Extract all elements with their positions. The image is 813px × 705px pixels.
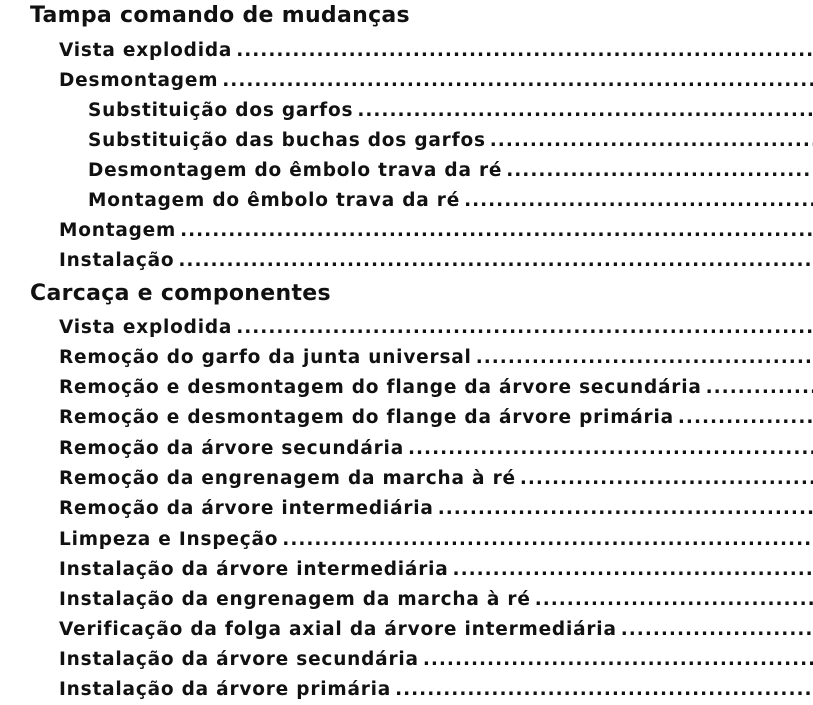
toc-entry-label: Remoção e desmontagem do flange da árvore primária (59, 407, 674, 428)
toc-entry-label: Vista explodida (59, 317, 233, 338)
toc-entry[interactable] (0, 463, 813, 489)
dot-leader (706, 377, 813, 398)
dot-leader (408, 438, 813, 459)
toc-entry[interactable] (0, 674, 813, 700)
toc-entry-label: Instalação da árvore primária (59, 679, 392, 700)
toc-entry-label: Substituição dos garfos (88, 100, 354, 121)
section-heading[interactable] (0, 280, 813, 306)
toc-entry-label: Remoção da árvore secundária (59, 438, 404, 459)
toc-entry-label: Montagem do êmbolo trava da ré (88, 190, 461, 211)
toc-entry[interactable] (0, 402, 813, 428)
toc-entry-label: Remoção e desmontagem do flange da árvore secundária (59, 377, 702, 398)
dot-leader (520, 468, 813, 489)
toc-entry[interactable] (0, 35, 813, 61)
toc-entry-label: Desmontagem (59, 70, 219, 91)
toc-entry-label: Instalação da árvore secundária (59, 649, 419, 670)
dot-leader (222, 70, 813, 91)
dot-leader (464, 190, 813, 211)
toc-entry[interactable] (0, 554, 813, 580)
dot-leader (180, 220, 813, 241)
dot-leader (476, 347, 813, 368)
dot-leader (453, 559, 813, 580)
toc-entry-label: Remoção da árvore intermediária (59, 498, 434, 519)
dot-leader (178, 250, 813, 271)
toc-entry[interactable] (0, 584, 813, 610)
toc-entry[interactable] (0, 433, 813, 459)
toc-entry[interactable] (0, 312, 813, 338)
toc-entry[interactable] (0, 95, 813, 121)
toc-entry[interactable] (0, 493, 813, 519)
dot-leader (621, 619, 813, 640)
dot-leader (535, 589, 813, 610)
toc-entry[interactable] (0, 524, 813, 550)
toc-entry-label: Instalação (59, 250, 175, 271)
dot-leader (423, 649, 813, 670)
toc-entry[interactable] (0, 125, 813, 151)
toc-entry-label: Desmontagem do êmbolo trava da ré (88, 160, 503, 181)
toc-entry[interactable] (0, 245, 813, 271)
toc-entry-label: Remoção da engrenagem da marcha à ré (59, 468, 516, 489)
toc-entry[interactable] (0, 342, 813, 368)
dot-leader (438, 498, 813, 519)
toc-entry[interactable] (0, 644, 813, 670)
toc-entry[interactable] (0, 215, 813, 241)
toc-entry-label: Limpeza e Inspeção (59, 529, 279, 550)
toc-entry-label: Instalação da engrenagem da marcha à ré (59, 589, 531, 610)
dot-leader (357, 100, 813, 121)
toc-entry[interactable] (0, 185, 813, 211)
toc-entry-label: Substituição das buchas dos garfos (88, 130, 486, 151)
section-heading[interactable] (0, 2, 813, 28)
toc-entry-label: Montagem (59, 220, 177, 241)
dot-leader (236, 317, 813, 338)
toc-entry[interactable] (0, 155, 813, 181)
dot-leader (236, 40, 813, 61)
section-title: Tampa comando de mudanças (30, 3, 410, 28)
dot-leader (282, 529, 813, 550)
toc-entry-label: Remoção do garfo da junta universal (59, 347, 472, 368)
toc-entry-label: Verificação da folga axial da árvore intermediária (59, 619, 617, 640)
dot-leader (490, 130, 813, 151)
toc-entry[interactable] (0, 614, 813, 640)
dot-leader (506, 160, 813, 181)
dot-leader (678, 407, 813, 428)
dot-leader (395, 679, 813, 700)
toc-entry-label: Instalação da árvore intermediária (59, 559, 449, 580)
toc-entry[interactable] (0, 65, 813, 91)
section-title: Carcaça e componentes (30, 281, 331, 306)
toc-entry-label: Vista explodida (59, 40, 233, 61)
toc-entry[interactable] (0, 372, 813, 398)
